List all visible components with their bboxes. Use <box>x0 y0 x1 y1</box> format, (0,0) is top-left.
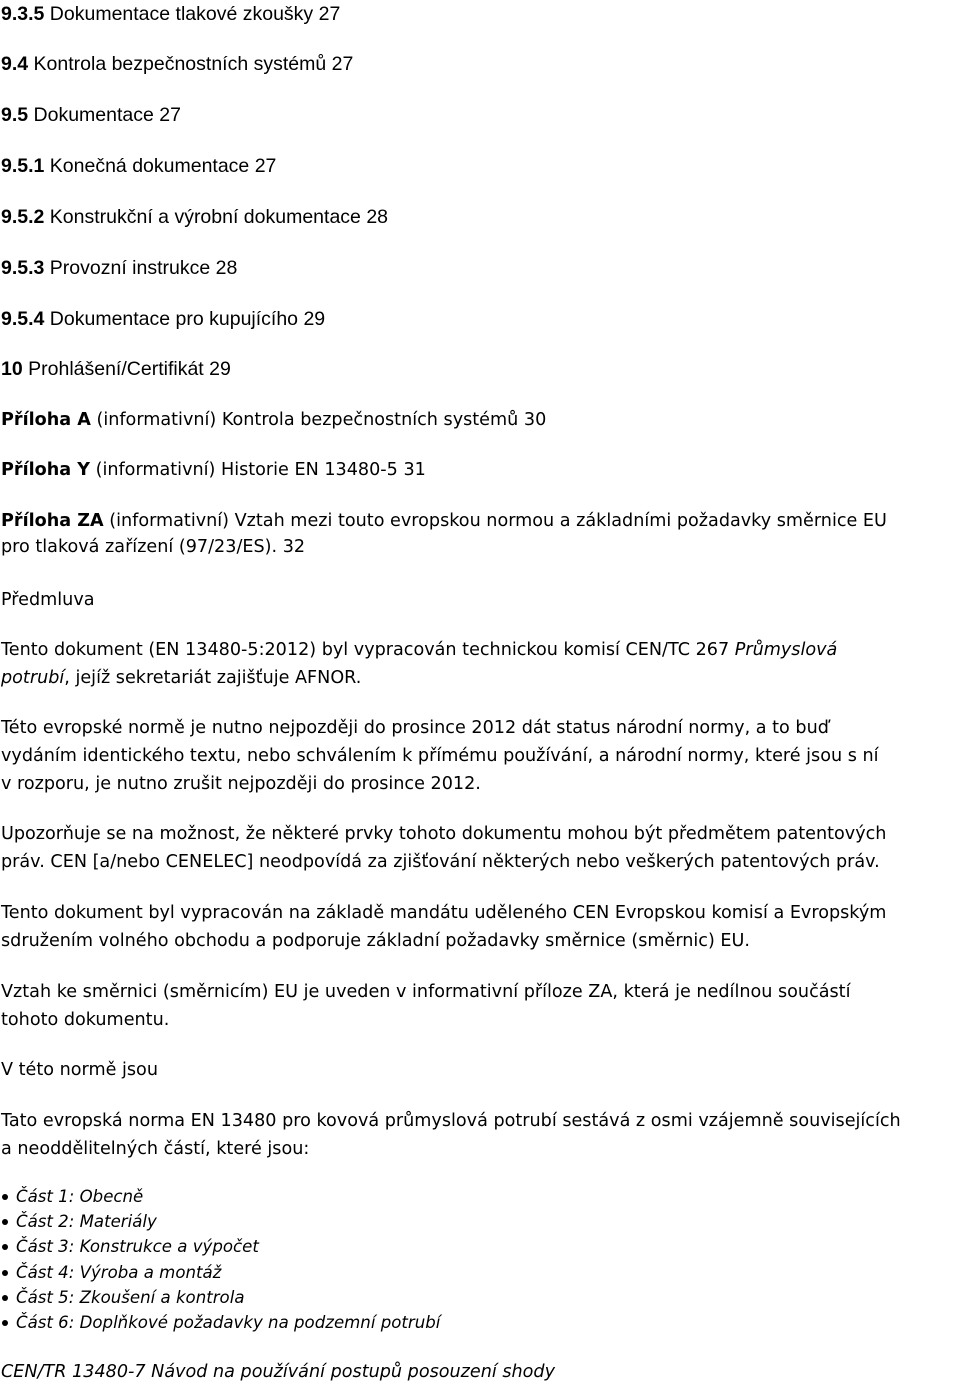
toc-entry-page: 27 <box>318 3 341 25</box>
annex-label: Příloha Y <box>1 460 90 480</box>
toc-entry[interactable] <box>1 154 276 178</box>
toc-entry-page: 28 <box>215 257 238 279</box>
paragraph-line: v rozporu, je nutno zrušit nejpozději do prosince 2012. <box>1 774 481 794</box>
toc-entry[interactable] <box>1 205 388 229</box>
bullet-icon <box>2 1219 8 1225</box>
toc-entry[interactable] <box>1 103 181 127</box>
toc-entry-number: 10 <box>1 358 23 380</box>
list-item-text: Část 2: Materiály <box>16 1212 157 1232</box>
list-item-text: Část 4: Výroba a montáž <box>16 1262 222 1282</box>
list-item-text: Část 3: Konstrukce a výpočet <box>16 1237 259 1257</box>
toc-entry-title: Konstrukční a výrobní dokumentace <box>49 206 361 228</box>
toc-entry-number: 9.5 <box>1 104 29 126</box>
toc-entry-page: 28 <box>366 206 389 228</box>
annex-page: 32 <box>282 537 306 557</box>
list-item-text: Část 1: Obecně <box>16 1187 144 1206</box>
paragraph-line: Tato evropská norma EN 13480 pro kovová průmyslová potrubí sestává z osmi vzájemně souvisejících <box>1 1111 901 1131</box>
toc-annex-entry[interactable] <box>1 508 887 560</box>
bullet-icon <box>2 1244 8 1250</box>
annex-title: (informativní) Historie EN 13480-5 <box>95 460 398 480</box>
toc-entry[interactable] <box>1 256 237 280</box>
paragraph-text: , jejíž sekretariát zajišťuje AFNOR. <box>64 668 362 688</box>
toc-annex-entry[interactable] <box>1 458 426 482</box>
toc-entry-title: Kontrola bezpečnostních systémů <box>33 53 327 75</box>
paragraph-line: Tento dokument byl vypracován na základě mandátu uděleného CEN Evropskou komisí a Evropským <box>1 903 887 923</box>
list-item <box>0 1310 440 1335</box>
toc-entry-page: 27 <box>159 104 181 126</box>
list-item <box>0 1184 440 1209</box>
committee-name: Průmyslová <box>734 640 838 660</box>
toc-entry-title: Konečná dokumentace <box>49 155 250 177</box>
toc-entry-number: 9.5.4 <box>1 308 45 330</box>
toc-entry[interactable] <box>1 2 340 26</box>
technical-report-line: CEN/TR 13480-7 Návod na používání postupů posouzení shody <box>1 1362 556 1382</box>
committee-name: potrubí <box>1 668 65 688</box>
annex-title: (informativní) Vztah mezi touto evropskou normou a základními požadavky směrnice EU <box>109 511 887 531</box>
paragraph-line: Vztah ke směrnici (směrnicím) EU je uveden v informativní příloze ZA, která je nedílnou součástí <box>1 982 851 1002</box>
annex-title-continued: pro tlaková zařízení (97/23/ES). <box>1 537 278 557</box>
paragraph-line: práv. CEN [a/nebo CENELEC] neodpovídá za zjišťování některých nebo veškerých patentových práv. <box>1 852 880 872</box>
paragraph-line: sdružením volného obchodu a podporuje základní požadavky směrnice (směrnic) EU. <box>1 931 751 951</box>
foreword-paragraph <box>1 978 959 1034</box>
parts-list <box>0 1184 440 1335</box>
annex-page: 31 <box>403 460 426 480</box>
toc-entry[interactable] <box>1 307 325 331</box>
section-subheading: V této normě jsou <box>1 1060 158 1080</box>
list-item <box>0 1234 440 1259</box>
bullet-icon <box>2 1295 8 1301</box>
paragraph-line: Upozorňuje se na možnost, že některé prvky tohoto dokumentu mohou být předmětem patentových <box>1 824 887 844</box>
toc-entry-title: Provozní instrukce <box>49 257 211 279</box>
toc-entry-number: 9.5.2 <box>1 206 45 228</box>
foreword-paragraph <box>1 714 959 798</box>
bullet-icon <box>2 1320 8 1326</box>
annex-page: 30 <box>523 410 547 430</box>
foreword-paragraph <box>1 1107 959 1163</box>
toc-annex-entry[interactable] <box>1 408 546 432</box>
bullet-icon <box>2 1270 8 1276</box>
toc-entry-title: Dokumentace tlakové zkoušky <box>49 3 314 25</box>
toc-entry-title: Prohlášení/Certifikát <box>28 358 204 380</box>
foreword-heading: Předmluva <box>1 590 95 610</box>
list-item <box>0 1285 440 1310</box>
annex-title: (informativní) Kontrola bezpečnostních systémů <box>96 410 519 430</box>
toc-entry-number: 9.5.1 <box>1 155 45 177</box>
toc-entry-title: Dokumentace <box>33 104 154 126</box>
annex-label: Příloha ZA <box>1 511 104 531</box>
toc-entry[interactable] <box>1 52 353 76</box>
list-item-text: Část 5: Zkoušení a kontrola <box>16 1287 245 1307</box>
paragraph-line: Této evropské normě je nutno nejpozději do prosince 2012 dát status národní normy, a to buď <box>1 718 829 738</box>
paragraph-line: a neoddělitelných částí, které jsou: <box>1 1139 310 1159</box>
toc-entry-number: 9.5.3 <box>1 257 45 279</box>
toc-entry-page: 27 <box>331 53 354 75</box>
toc-entry-title: Dokumentace pro kupujícího <box>49 308 299 330</box>
toc-entry[interactable] <box>1 357 231 381</box>
toc-entry-page: 27 <box>254 155 277 177</box>
toc-entry-number: 9.4 <box>1 53 29 75</box>
bullet-icon <box>2 1194 8 1200</box>
paragraph-line: vydáním identického textu, nebo schválením k přímému používání, a národní normy, které jsou s ní <box>1 746 879 766</box>
paragraph-text: Tento dokument (EN 13480-5:2012) byl vypracován technickou komisí CEN/TC 267 <box>1 640 730 660</box>
foreword-paragraph <box>1 636 959 692</box>
toc-entry-page: 29 <box>303 308 326 330</box>
paragraph-line: tohoto dokumentu. <box>1 1010 170 1030</box>
toc-entry-number: 9.3.5 <box>1 3 45 25</box>
annex-label: Příloha A <box>1 410 91 430</box>
toc-entry-page: 29 <box>209 358 231 380</box>
list-item-text: Část 6: Doplňkové požadavky na podzemní potrubí <box>16 1312 441 1332</box>
foreword-paragraph <box>1 899 959 955</box>
list-item <box>0 1209 440 1234</box>
list-item <box>0 1260 440 1285</box>
foreword-paragraph <box>1 820 959 876</box>
